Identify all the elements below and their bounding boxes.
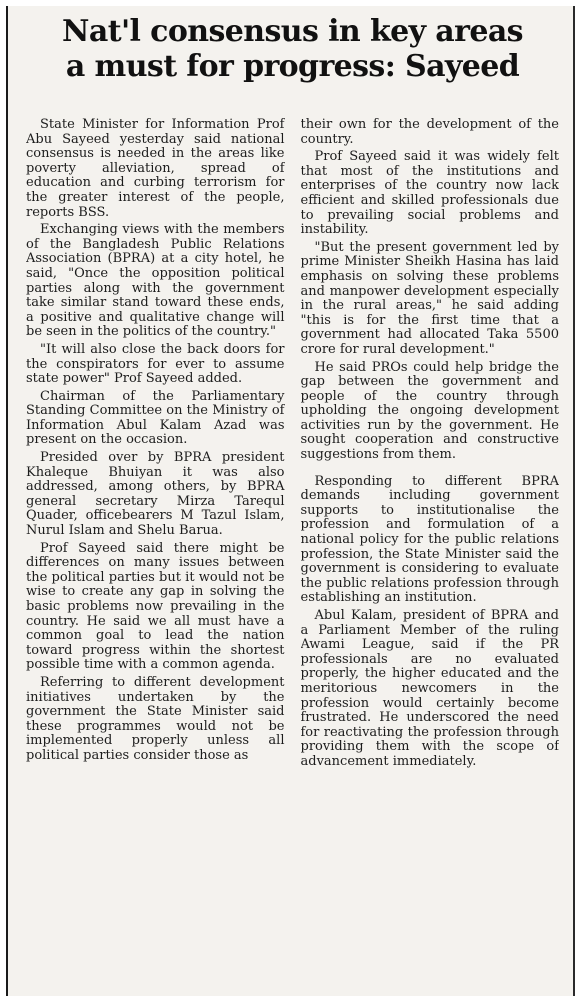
paragraph: Abul Kalam, president of BPRA and a Parliament Member of the ruling Awami League, said if the PR professionals are no evaluated properly, the higher educated and the meritorious newcomers in the profession would certainly become frustrated. He underscored the need for reactivating the profession through providing them with the scope of advancement immediately.: [300, 608, 559, 769]
paragraph: He said PROs could help bridge the gap between the government and people of the country through upholding the ongoing development activities run by the government. He sought cooperation and constructive suggestions from them.: [300, 359, 559, 463]
paragraph: Prof Sayeed said there might be differences on many issues between the political parties but it would not be wise to create any gap in solving the basic problems now prevailing in the country. He said we all must have a common goal to lead the nation toward progress within the shortest possible time with a common agenda.: [26, 540, 285, 673]
newspaper-clipping: [6, 6, 575, 996]
paragraph: Exchanging views with the members of the Bangladesh Public Relations Association (BPRA) at a city hotel, he said, "Once the opposition political parties along with the government take similar stand toward these ends, a positive and qualitative change will be seen in the politics of the country.": [26, 222, 285, 340]
column-left: [26, 118, 285, 990]
paragraph: "But the present government led by prime Minister Sheikh Hasina has laid emphasis on solving these problems and manpower development especially in the rural areas," he said adding "this is for the first time that a government had allocated Taka 5500 crore for rural development.": [300, 239, 559, 357]
paragraph: Chairman of the Parliamentary Standing Committee on the Ministry of Information Abul Kalam Azad was present on the occasion.: [26, 388, 285, 448]
paragraph: State Minister for Information Prof Abu Sayeed yesterday said national consensus is needed in the areas like poverty alleviation, spread of education and curbing terrorism for the greater interest of the people, reports BSS.: [26, 118, 285, 220]
paragraph: Referring to different development initiatives undertaken by the government the State Minister said these programmes would not be implemented properly unless all political parties consider those as: [26, 674, 285, 763]
headline: [22, 14, 563, 84]
column-right: [301, 118, 560, 990]
paragraph: "It will also close the back doors for the conspirators for ever to assume state power" Prof Sayeed added.: [26, 341, 285, 387]
article-body: [26, 118, 559, 990]
paragraph: Responding to different BPRA demands including government supports to institutionalise the profession and formulation of a national policy for the public relations profession, the State Minister said the government is considering to evaluate the public relations profession through establishing an institution.: [300, 473, 559, 606]
paragraph: their own for the development of the country.: [300, 118, 559, 147]
paragraph: Prof Sayeed said it was widely felt that most of the institutions and enterprises of the country now lack efficient and skilled professionals due to prevailing social problems and instability.: [300, 149, 559, 238]
paragraph: Presided over by BPRA president Khaleque Bhuiyan it was also addressed, among others, by BPRA general secretary Mirza Tarequl Quader, officebearers M Tazul Islam, Nurul Islam and Shelu Barua.: [26, 450, 285, 539]
headline-line-1: Nat'l consensus in key areas: [62, 14, 523, 49]
headline-line-2: a must for progress: Sayeed: [65, 49, 520, 84]
